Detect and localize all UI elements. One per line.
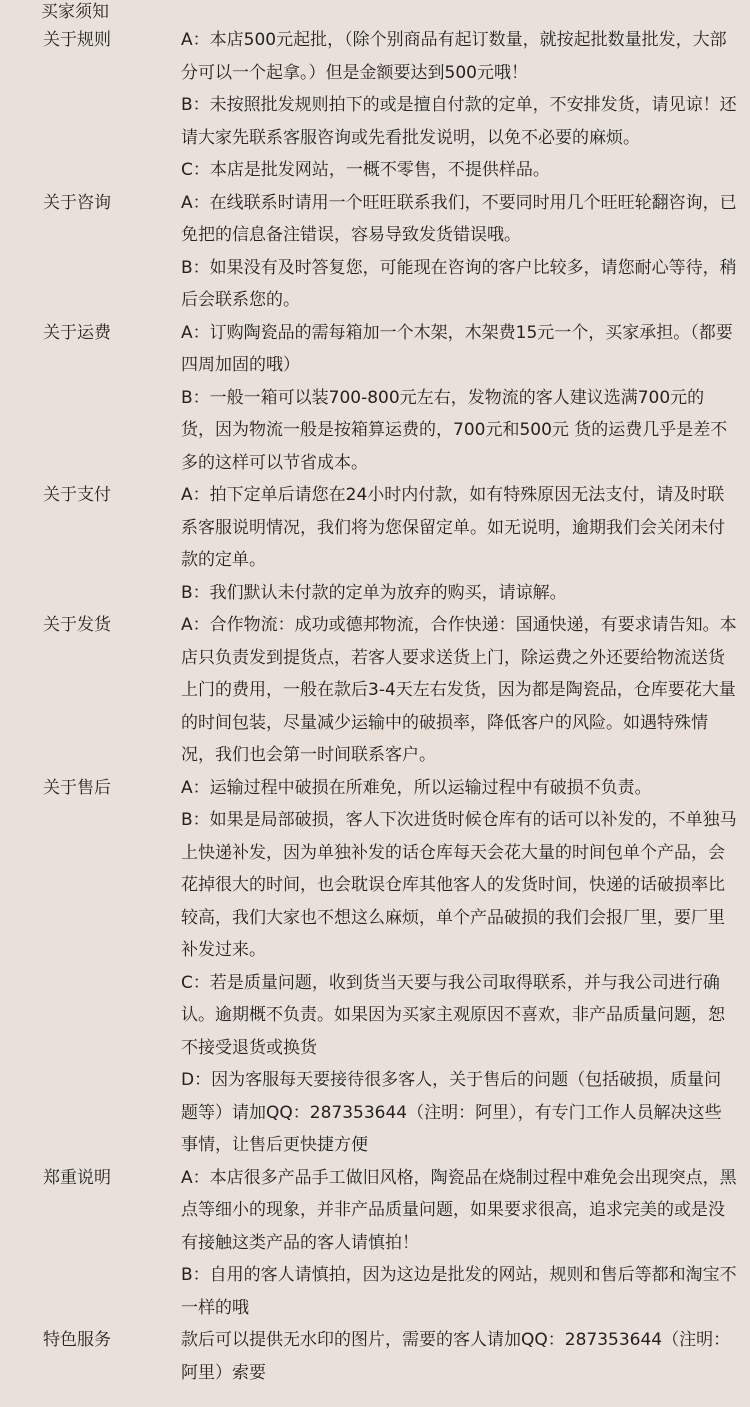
- section-content: [181, 772, 750, 1162]
- section-label: 关于规则: [43, 30, 111, 50]
- section-label: 郑重说明: [43, 1167, 111, 1188]
- section-paragraph: C：若是质量问题，收到货当天要与我公司取得联系，并与我公司进行确认。逾期概不负责。如果因为买家主观原因不喜欢，非产品质量问题，恕不接受退货或换货: [181, 972, 725, 1058]
- section-content: [181, 187, 750, 317]
- section-paragraph: A：订购陶瓷品的需每箱加一个木架，木架费15元一个，买家承担。（都要四周加固的哦）: [181, 322, 733, 375]
- section-paragraph: A：本店很多产品手工做旧风格，陶瓷品在烧制过程中难免会出现突点，黑点等细小的现象，并非产品质量问题，如果要求很高，追求完美的或是没有接触这类产品的客人请慎拍！: [181, 1167, 737, 1253]
- section-content: [181, 24, 750, 187]
- rule-section: [0, 609, 750, 772]
- section-paragraph: B：如果是局部破损，客人下次进货时候仓库有的话可以补发的，不单独马上快递补发，因为单独补发的话仓库每天会花大量的时间包单个产品，会花掉很大的时间，也会耽误仓库其他客人的发货时间，快递的话破损率比较高，我们大家也不想这么麻烦，单个产品破损的我们会报厂里，要厂里补发过来。: [181, 810, 737, 960]
- section-label: 关于发货: [43, 615, 111, 635]
- section-content: [181, 317, 750, 480]
- section-label: 特色服务: [43, 1330, 111, 1350]
- section-content: [181, 1324, 750, 1389]
- rule-section: [0, 187, 750, 317]
- section-paragraph: A：合作物流：成功或德邦物流，合作快递：国通快递，有要求请告知。本店只负责发到提货点，若客人要求送货上门，除运费之外还要给物流送货上门的费用，一般在款后3-4天左右发货，因为都是陶瓷品，仓库要花大量的时间包装，尽量减少运输中的破损率，降低客户的风险。如遇特殊情况，我们也会第一时间联系客户。: [181, 615, 737, 765]
- rules-table: [0, 24, 750, 1389]
- section-label: 关于咨询: [43, 192, 111, 213]
- section-label: 关于支付: [43, 485, 111, 505]
- section-content: [181, 609, 750, 772]
- section-content: [181, 1162, 750, 1325]
- section-paragraph: A：拍下定单后请您在24小时内付款，如有特殊原因无法支付，请及时联系客服说明情况，我们将为您保留定单。如无说明，逾期我们会关闭未付款的定单。: [181, 485, 725, 570]
- rule-section: [0, 24, 750, 187]
- section-paragraph: B：如果没有及时答复您，可能现在咨询的客户比较多，请您耐心等待，稍后会联系您的。: [181, 257, 737, 310]
- rule-section: [0, 317, 750, 480]
- section-paragraph: B：自用的客人请慎拍，因为这边是批发的网站，规则和售后等都和淘宝不一样的哦: [181, 1265, 737, 1318]
- section-label: 关于售后: [43, 777, 111, 798]
- section-label: 关于运费: [43, 322, 111, 343]
- rule-section: [0, 479, 750, 609]
- section-paragraph: B：一般一箱可以装700-800元左右，发物流的客人建议选满700元的货，因为物流一般是按箱算运费的，700元和500元 货的运费几乎是差不多的这样可以节省成本。: [181, 387, 728, 473]
- section-content: [181, 479, 750, 609]
- section-paragraph: B：未按照批发规则拍下的或是擅自付款的定单，不安排发货，请见谅！还请大家先联系客服咨询或先看批发说明，以免不必要的麻烦。: [181, 95, 737, 148]
- section-paragraph: B：我们默认未付款的定单为放弃的购买，请谅解。: [181, 582, 567, 603]
- section-paragraph: 款后可以提供无水印的图片，需要的客人请加QQ：287353644（注明：阿里）索要: [181, 1330, 731, 1383]
- section-paragraph: C：本店是批发网站，一概不零售，不提供样品。: [181, 160, 550, 180]
- section-paragraph: A：在线联系时请用一个旺旺联系我们，不要同时用几个旺旺轮翻咨询，已免把的信息备注错误，容易导致发货错误哦。: [181, 192, 737, 245]
- rule-section: [0, 1162, 750, 1325]
- rule-section: [0, 1324, 750, 1389]
- page-title: 买家须知: [41, 2, 109, 22]
- section-paragraph: A：本店500元起批，（除个别商品有起订数量，就按起批数量批发，大部分可以一个起拿。）但是金额要达到500元哦！: [181, 30, 727, 83]
- rule-section: [0, 772, 750, 1162]
- section-paragraph: A：运输过程中破损在所难免，所以运输过程中有破损不负责。: [181, 777, 652, 798]
- section-paragraph: D：因为客服每天要接待很多客人，关于售后的问题（包括破损，质量问题等）请加QQ：287353644（注明：阿里），有专门工作人员解决这些事情，让售后更快捷方便: [181, 1070, 722, 1155]
